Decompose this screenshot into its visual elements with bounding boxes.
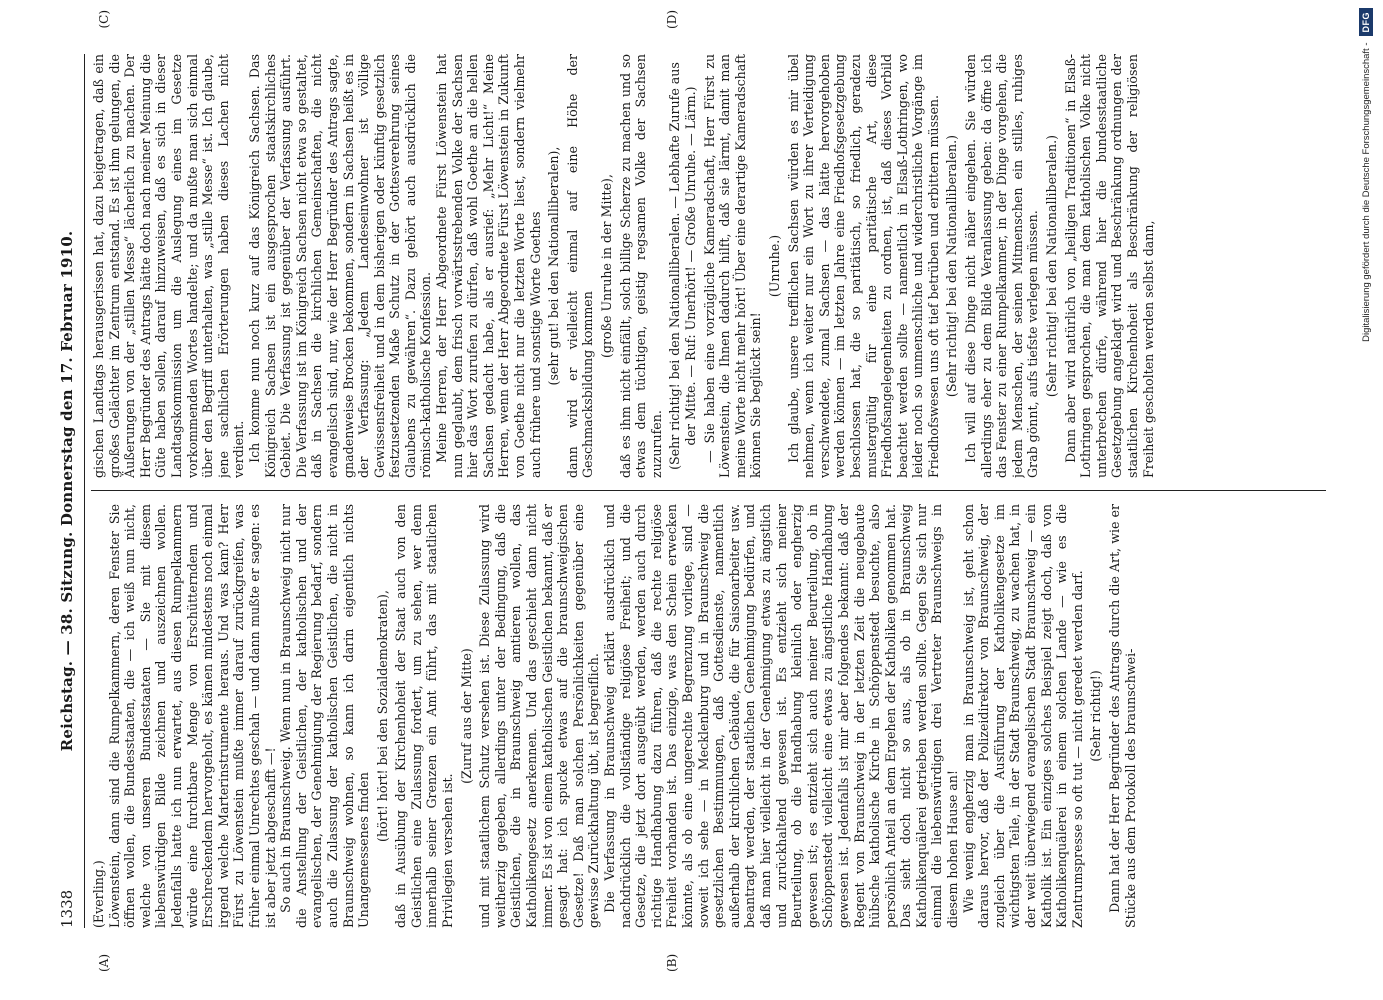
digitization-credit-text: Digitalisierung gefördert durch die Deutsche Forschungsgemeinschaft - — [1360, 42, 1372, 342]
running-title: Reichstag. — 38. Sitzung. Donnerstag den 17. Februar 1910. — [58, 230, 76, 752]
page-number: 1338 — [58, 889, 76, 928]
paragraph: Wie wenig engherzig man in Braunschweig ist, geht schon daraus hervor, daß der Polizeidirektor von Braunschweig, der zugleich über die Ausführung der Katholikengesetze im wichtigsten Teile, in der Stadt Braunschweig, zu wachen hat, in der weit überwiegend evangelischen Stadt Braunschweig — ein Katholik ist. Ein einziges solches Beispiel zeigt doch, daß von Katholikenquälerei in einem solchen Lande — wie es die Zentrumspresse so oft tut — nicht geredet werden darf. — [960, 504, 1085, 928]
interjection: (sehr gut! bei den Nationalliberalen), — [546, 146, 562, 386]
paragraph: Löwenstein, dann sind die Rumpelkammern, deren Fenster Sie öffnen wollen, die Bundesstaaten, die — ich weiß nun nicht, welche von unseren Bundesstaaten — Sie mit diesem liebenswürdigen Bilde zeichnen und auszeichnen wollen. Jedenfalls hatte ich nun erwartet, aus diesen Rumpelkammern würde eine furchtbare Menge von Erschütterndem und Erschreckendem hervorgeholt, es kämen mindestens noch einmal irgend welche Marterinstrumente heraus. Und was kam? Herr Fürst zu Löwenstein mußte immer darauf zurückgreifen, was früher einmal Unrechtes geschah — und dann mußte er sagen: es ist aber jetzt abgeschafft —! — [106, 504, 278, 928]
paragraph: Die Verfassung in Braunschweig erklärt ausdrücklich und nachdrücklich die vollständige religiöse Freiheit; und die Gesetze, die jetzt dort ausgeübt werden, werden auch durch richtige Handhabung dazu führen, daß die rechte religiöse Freiheit vorhanden ist. Das einzige, was den Schein erwecken könnte, als ob eine ungerechte Begrenzung vorliege, sind — soweit ich sehe — in Mecklenburg und in Braunschweig die gesetzlichen Bestimmungen, daß Gottesdienste, namentlich außerhalb der kirchlichen Gebäude, die für Saisonarbeiter usw. beantragt werden, der staatlichen Genehmigung bedürfen, und daß man hier vielleicht in der Genehmigung etwas zu ängstlich und zurückhaltend gewesen ist. Es entzieht sich meiner Beurteilung, ob die Handhabung kleinlich oder engherzig gewesen ist; es entzieht sich auch meiner Beurteilung, ob in Schöppenstedt vielleicht eine etwas zu ängstliche Handhabung gewesen ist. Jedenfalls ist mir aber folgendes bekannt: daß der Regent von Braunschweig in der letzten Zeit die neugebaute hübsche katholische Kirche in Schöppenstedt besuchte, also persönlich Anteil an dem Ergehen der Katholiken genommen hat. Das sieht doch nicht so aus, als ob in Braunschweig Katholikenquälerei getrieben werden sollte. Gegen Sie sich nur einmal die liebenswürdigen drei Vertreter Braunschweigs in diesem hohen Hause an! — [602, 504, 961, 928]
paragraph: dann wird er vielleicht einmal auf eine Höhe der Geschmacksbildung kommen — [564, 54, 596, 478]
paragraph: gischen Landtags herausgerissen hat, dazu beigetragen, daß ein großes Gelächter im Zentrum entstand. Es ist ihm gelungen, die Äußerungen von der „stillen Messe“ lächerlich zu machen. Der Herr Begründer des Antrags hätte doch nach meiner Meinung die Güte haben sollen, darauf hinzuweisen, daß es sich in dieser Landtagskommission um die Auslegung eines im Gesetze vorkommenden Wortes handelte; und da mußte man sich einmal über den Begriff unterhalten, was „stille Messe“ ist. Ich glaube, jene sachlichen Erörterungen haben dieses Lachen nicht verdient. — [91, 54, 247, 478]
paragraph: Meine Herren, der Herr Abgeordnete Fürst Löwenstein hat nun geglaubt, dem frisch vorwärtsstrebenden Volke der Sachsen hier das Wort zurufen zu dürfen, daß wohl Goethe an die hellen Sachsen gedacht habe, als er ausrief: „Mehr Licht!“ Meine Herren, wenn der Herr Abgeordnete Fürst Löwenstein in Zukunft von Goethe nicht nur die letzten Worte liest, sondern vielmehr auch frühere und sonstige Worte Goethes — [434, 54, 543, 478]
paragraph: daß in Ausübung der Kirchenhoheit der Staat auch von den Geistlichen eine Zulassung fordert, um zu sehen, wer denn innerhalb seiner Grenzen ein Amt führt, das mit staatlichen Privilegien versehen ist. — [393, 504, 456, 928]
interjection: (Zuruf aus der Mitte) — [458, 648, 474, 784]
interjection: (Sehr richtig!) — [1088, 670, 1104, 762]
margin-marker-c: (C) — [97, 10, 111, 29]
interjection: (hört! hört! bei den Sozialdemokraten), — [374, 590, 390, 842]
margin-marker-b: (B) — [665, 953, 679, 972]
text-columns — [91, 10, 1326, 972]
left-column — [91, 504, 1326, 928]
interjection: (große Unruhe in der Mitte), — [599, 174, 614, 358]
interjection: (Sehr richtig! bei den Nationalliberalen.) — [1044, 134, 1060, 398]
paragraph: (Everling.) — [91, 860, 106, 928]
dfg-logo: DFG — [1359, 8, 1373, 37]
paragraph: Ich will auf diese Dinge nicht näher eingehen. Sie würden allerdings eher zu dem Bilde Veranlassung geben: da öffne ich das Fenster zu einer Rumpelkammer, in der Dinge vorgehen, die jedem Menschen, der seinen Mitmenschen ein stilles, ruhiges Grab gönnt, aufs tiefste verlegen müssen. — [963, 54, 1041, 478]
interjection: (Sehr richtig! bei den Nationalliberalen.) — [944, 134, 960, 398]
paragraph: Ich glaube, unsere trefflichen Sachsen würden es mir übel nehmen, wenn ich weiter nur ein Wort zu ihrer Verteidigung verschwendete, zumal Sachsen — das hätte hervorgehoben werden können — im letzten Jahre eine Friedhofsgesetzgebung beschlossen hat, die so paritätisch, so friedlich, geradezu mustergültig für eine paritätische Art, diese Friedhofsangelegenheiten zu ordnen, ist, daß dieses Vorbild beachtet werden sollte — namentlich in Elsaß-Lothringen, wo leider noch so unmenschliche und widerchristliche Vorgänge im Friedhofswesen uns oft tief betrüben und erbittern müssen. — [785, 54, 941, 478]
paragraph: Dann hat der Herr Begründer des Antrags durch die Art, wie er Stücke aus dem Protokoll des braunschwei- — [1107, 504, 1138, 928]
paragraph: So auch in Braunschweig. Wenn nun in Braunschweig nicht nur die Anstellung der Geistlichen, der katholischen und der evangelischen, der Genehmigung der Regierung bedarf, sondern auch die Zulassung der katholischen Geistlichen, die nicht in Braunschweig wohnen, so kann ich darin eigentlich nichts Unangemessenes finden — [278, 504, 372, 928]
paragraph: Ich komme nun noch kurz auf das Königreich Sachsen. Das Königreich Sachsen ist ein ausgesprochen staatskirchliches Gebiet. Die Verfassung ist gegenüber der Verfassung ausführt. Die Verfassung ist im Königreich Sachsen nicht etwa so gestaltet, daß in Sachsen die kirchlichen Gemeinschaften, die nicht evangelisch sind, nur, wie der Herr Begründer des Antrags sagte, gnadenweise Brocken bekommen, sondern in Sachsen heißt es in der Verfassung: „Jedem Landeseinwohner ist völlige Gewissensfreiheit und in dem bisherigen oder künftig gesetzlich festzusetzenden Maße Schutz in der Gottesverehrung seines Glaubens zu gewähren“. Dazu gehört auch ausdrücklich die römisch-katholische Konfession. — [246, 54, 434, 478]
column-divider — [91, 490, 1326, 491]
interjection: (Unruhe.) — [766, 234, 782, 298]
right-column — [91, 54, 1326, 478]
paragraph: Dann aber wird natürlich von „heiligen Traditionen“ in Elsaß-Lothringen gesprochen, die man dem katholischen Volke nicht unterbrechen dürfe, während hier die bundesstaatliche Gesetzgebung angeklagt wird und Beschränkung ordnungen der staatlichen Kirchenhoheit als Beschränkung der religiösen Freiheit gescholten werden selbst dann, — [1062, 54, 1156, 478]
page-header — [58, 54, 85, 928]
margin-marker-d: (D) — [665, 10, 679, 29]
margin-marker-a: (A) — [97, 953, 111, 972]
interjection: (Sehr richtig! bei den Nationalliberalen. — Lebhafte Zurufe aus der Mitte. — Ruf: Unerhört! — Große Unruhe. — Lärm.) — [667, 62, 698, 470]
paragraph: — Sie haben eine vorzügliche Kameradschaft, Herr Fürst zu Löwenstein, die Ihnen dadurch hilft, daß sie lärmt, damit man meine Worte nicht mehr hört! Über eine derartige Kameradschaft können Sie beglückt sein! — [701, 54, 764, 478]
paragraph: und mit staatlichem Schutz versehen ist. Diese Zulassung wird weitherzig gegeben, allerdings unter der Bedingung, daß die Geistlichen, die in Braunschweig amtieren wollen, das Katholikengesetz anerkennen. Und das geschieht dann nicht immer. Es ist von einem katholischen Geistlichen bekannt, daß er gesagt hat: ich spucke etwas auf die braunschweigischen Gesetze! Daß man solchen Persönlichkeiten gegenüber eine gewisse Zurückhaltung übt, ist begreiflich. — [477, 504, 602, 928]
paragraph: daß es ihm nicht einfällt, solch billige Scherze zu machen und so etwas dem tüchtigen, geistig regsamen Volke der Sachsen zuzurufen. — [617, 54, 664, 478]
